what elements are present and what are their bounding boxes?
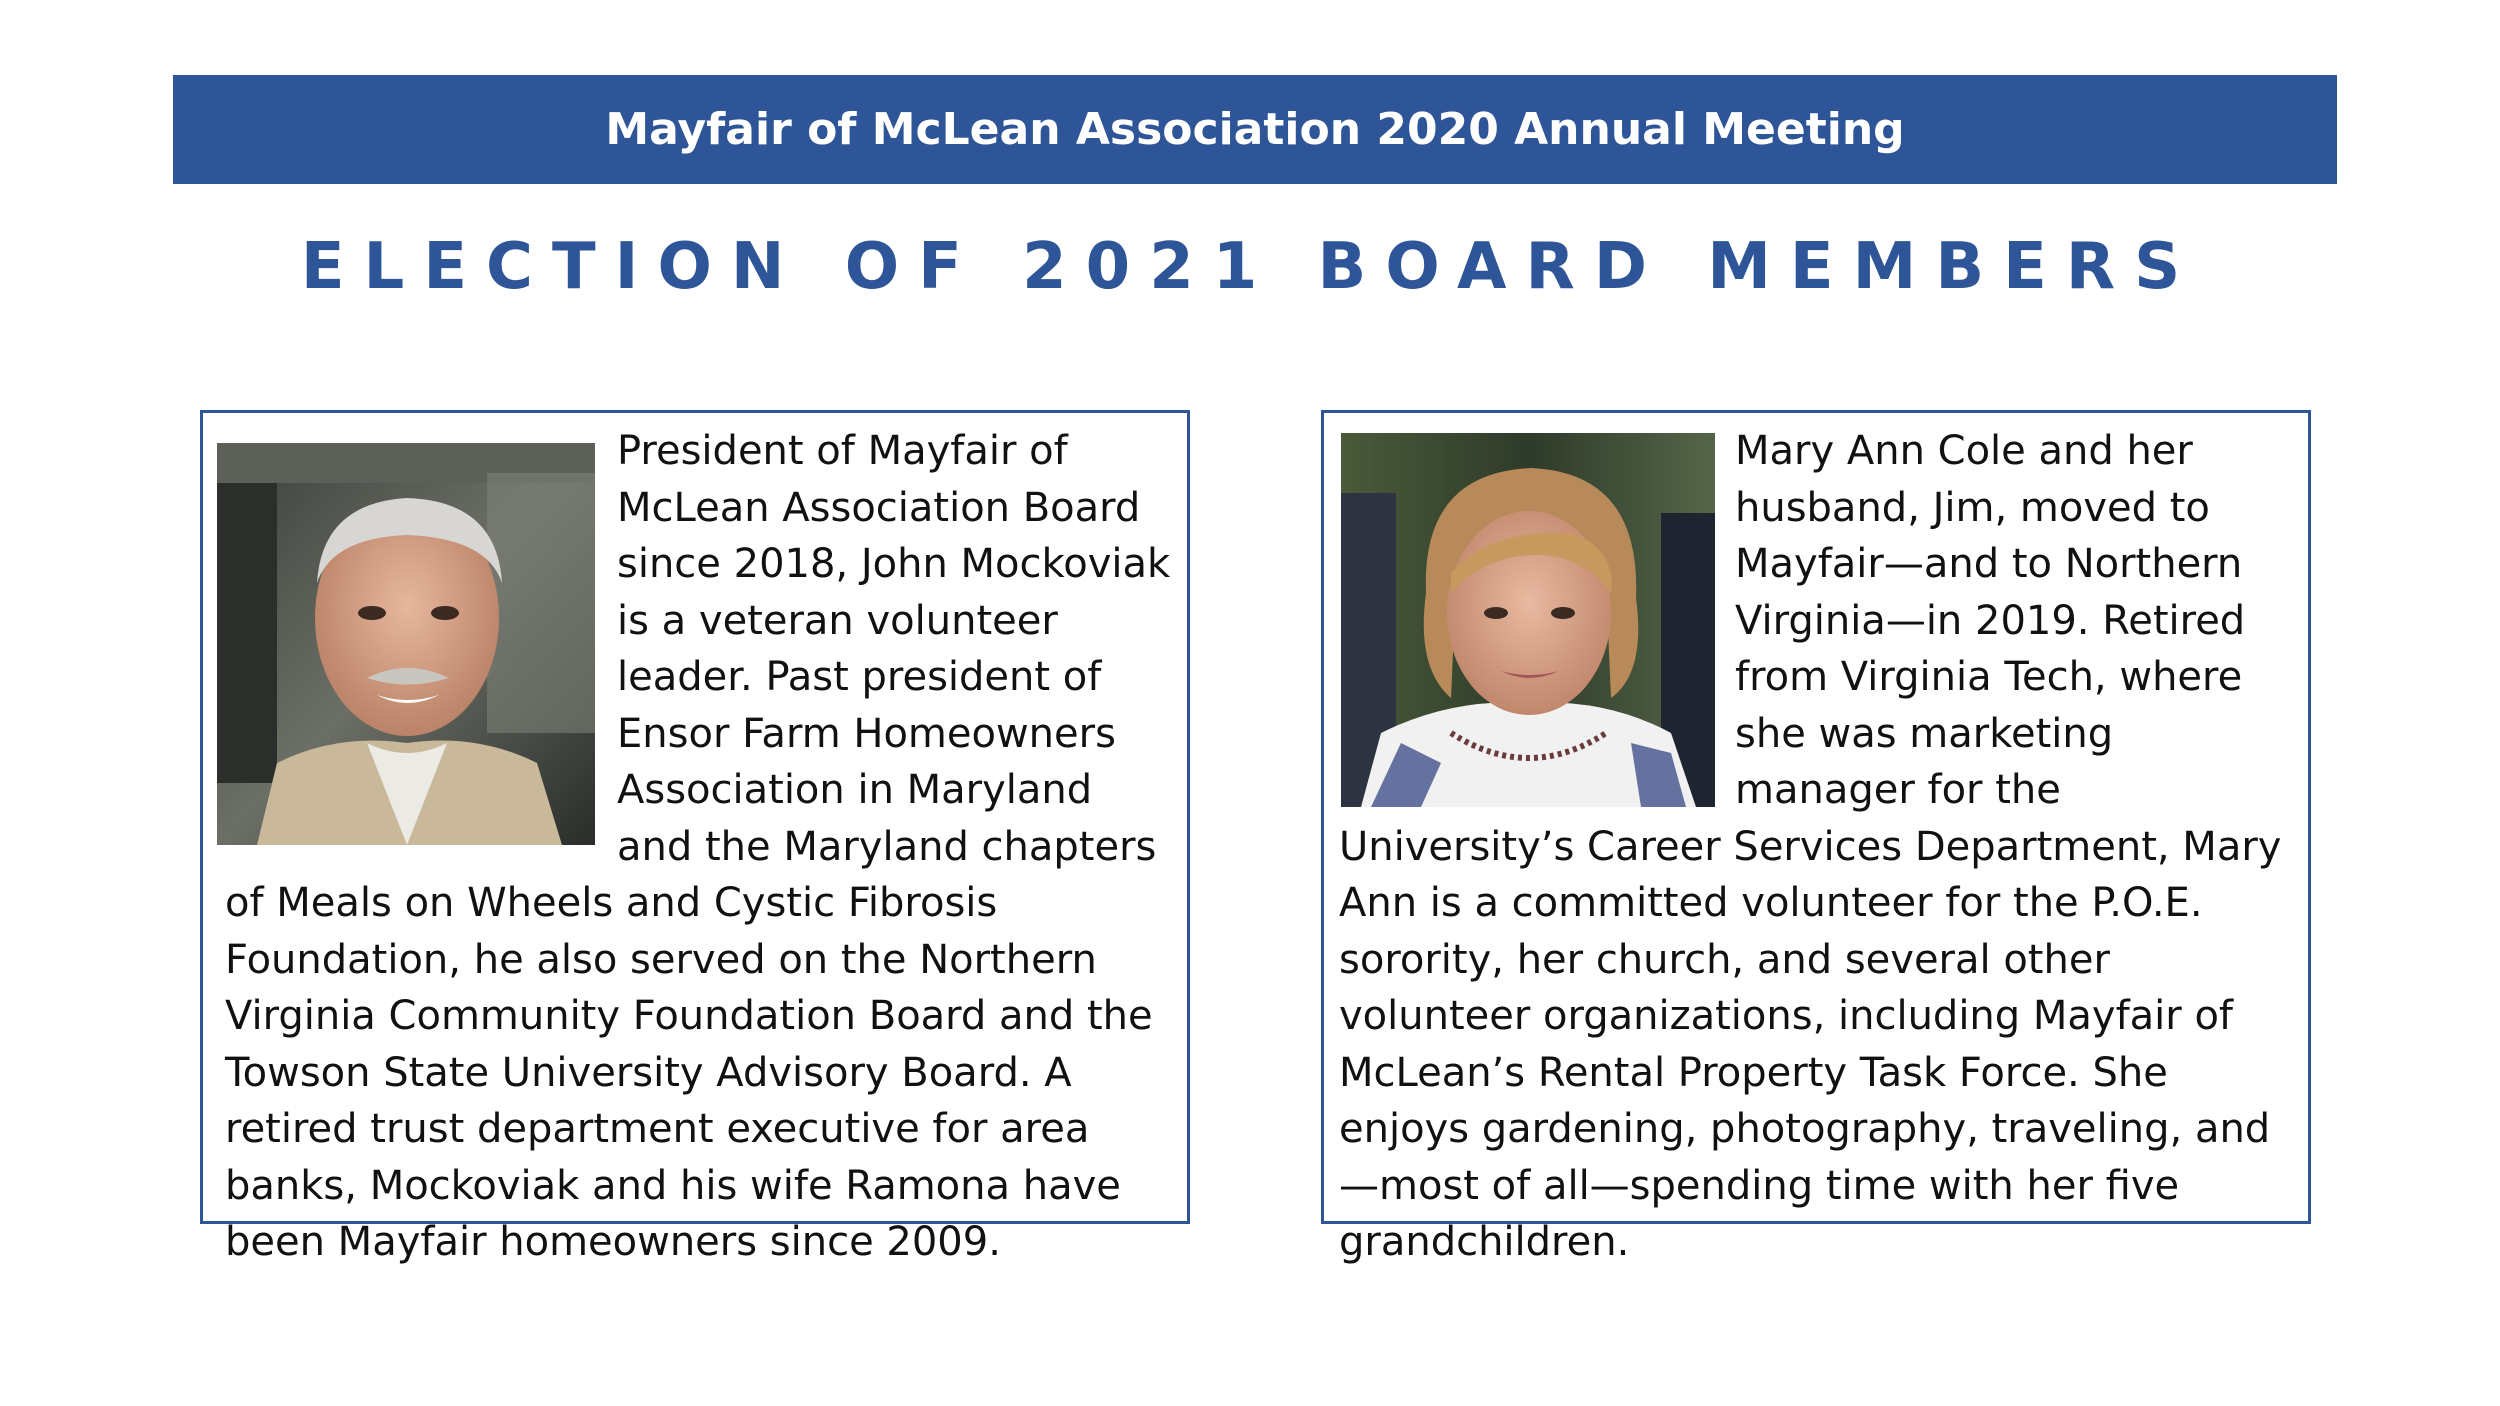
john-mockoviak-bio: President of Mayfair of McLean Association Board since 2018, John Mockoviak is a veteran volunteer leader. Past president of Ensor Farm Homeowners Association in Maryland and the Maryland chapters of Meals on Wheels and Cystic Fibrosis Foundation, he also served on the Northern Virginia Community Foundation Board and the Towson State University Advisory Board. A retired trust department executive for area banks, Mockoviak and his wife Ramona have been Mayfair homeowners since 2009. xyxy=(225,428,1171,1265)
candidate-card-body xyxy=(225,423,1175,1271)
candidate-card-john-mockoviak xyxy=(200,410,1190,1265)
candidate-card-mary-ann-cole xyxy=(1321,410,2311,1265)
header-banner xyxy=(173,75,2337,184)
banner-title: Mayfair of McLean Association 2020 Annual Meeting xyxy=(605,104,1905,155)
page-heading: ELECTION OF 2021 BOARD MEMBERS xyxy=(300,230,2200,304)
mary-ann-cole-portrait-photo xyxy=(1341,433,1715,807)
john-mockoviak-portrait-photo xyxy=(217,443,595,845)
candidate-card-body xyxy=(1339,423,2299,1271)
mary-ann-cole-bio: Mary Ann Cole and her husband, Jim, moved to Mayfair—and to Northern Virginia—in 2019. Retired from Virginia Tech, where she was marketing manager for the University’s Career Services Department, Mary Ann is a committed volunteer for the P.O.E. sorority, her church, and several other volunteer organizations, including Mayfair of McLean’s Rental Property Task Force. She enjoys gardening, photography, traveling, and—most of all—spending time with her five grandchildren. xyxy=(1339,428,2282,1265)
